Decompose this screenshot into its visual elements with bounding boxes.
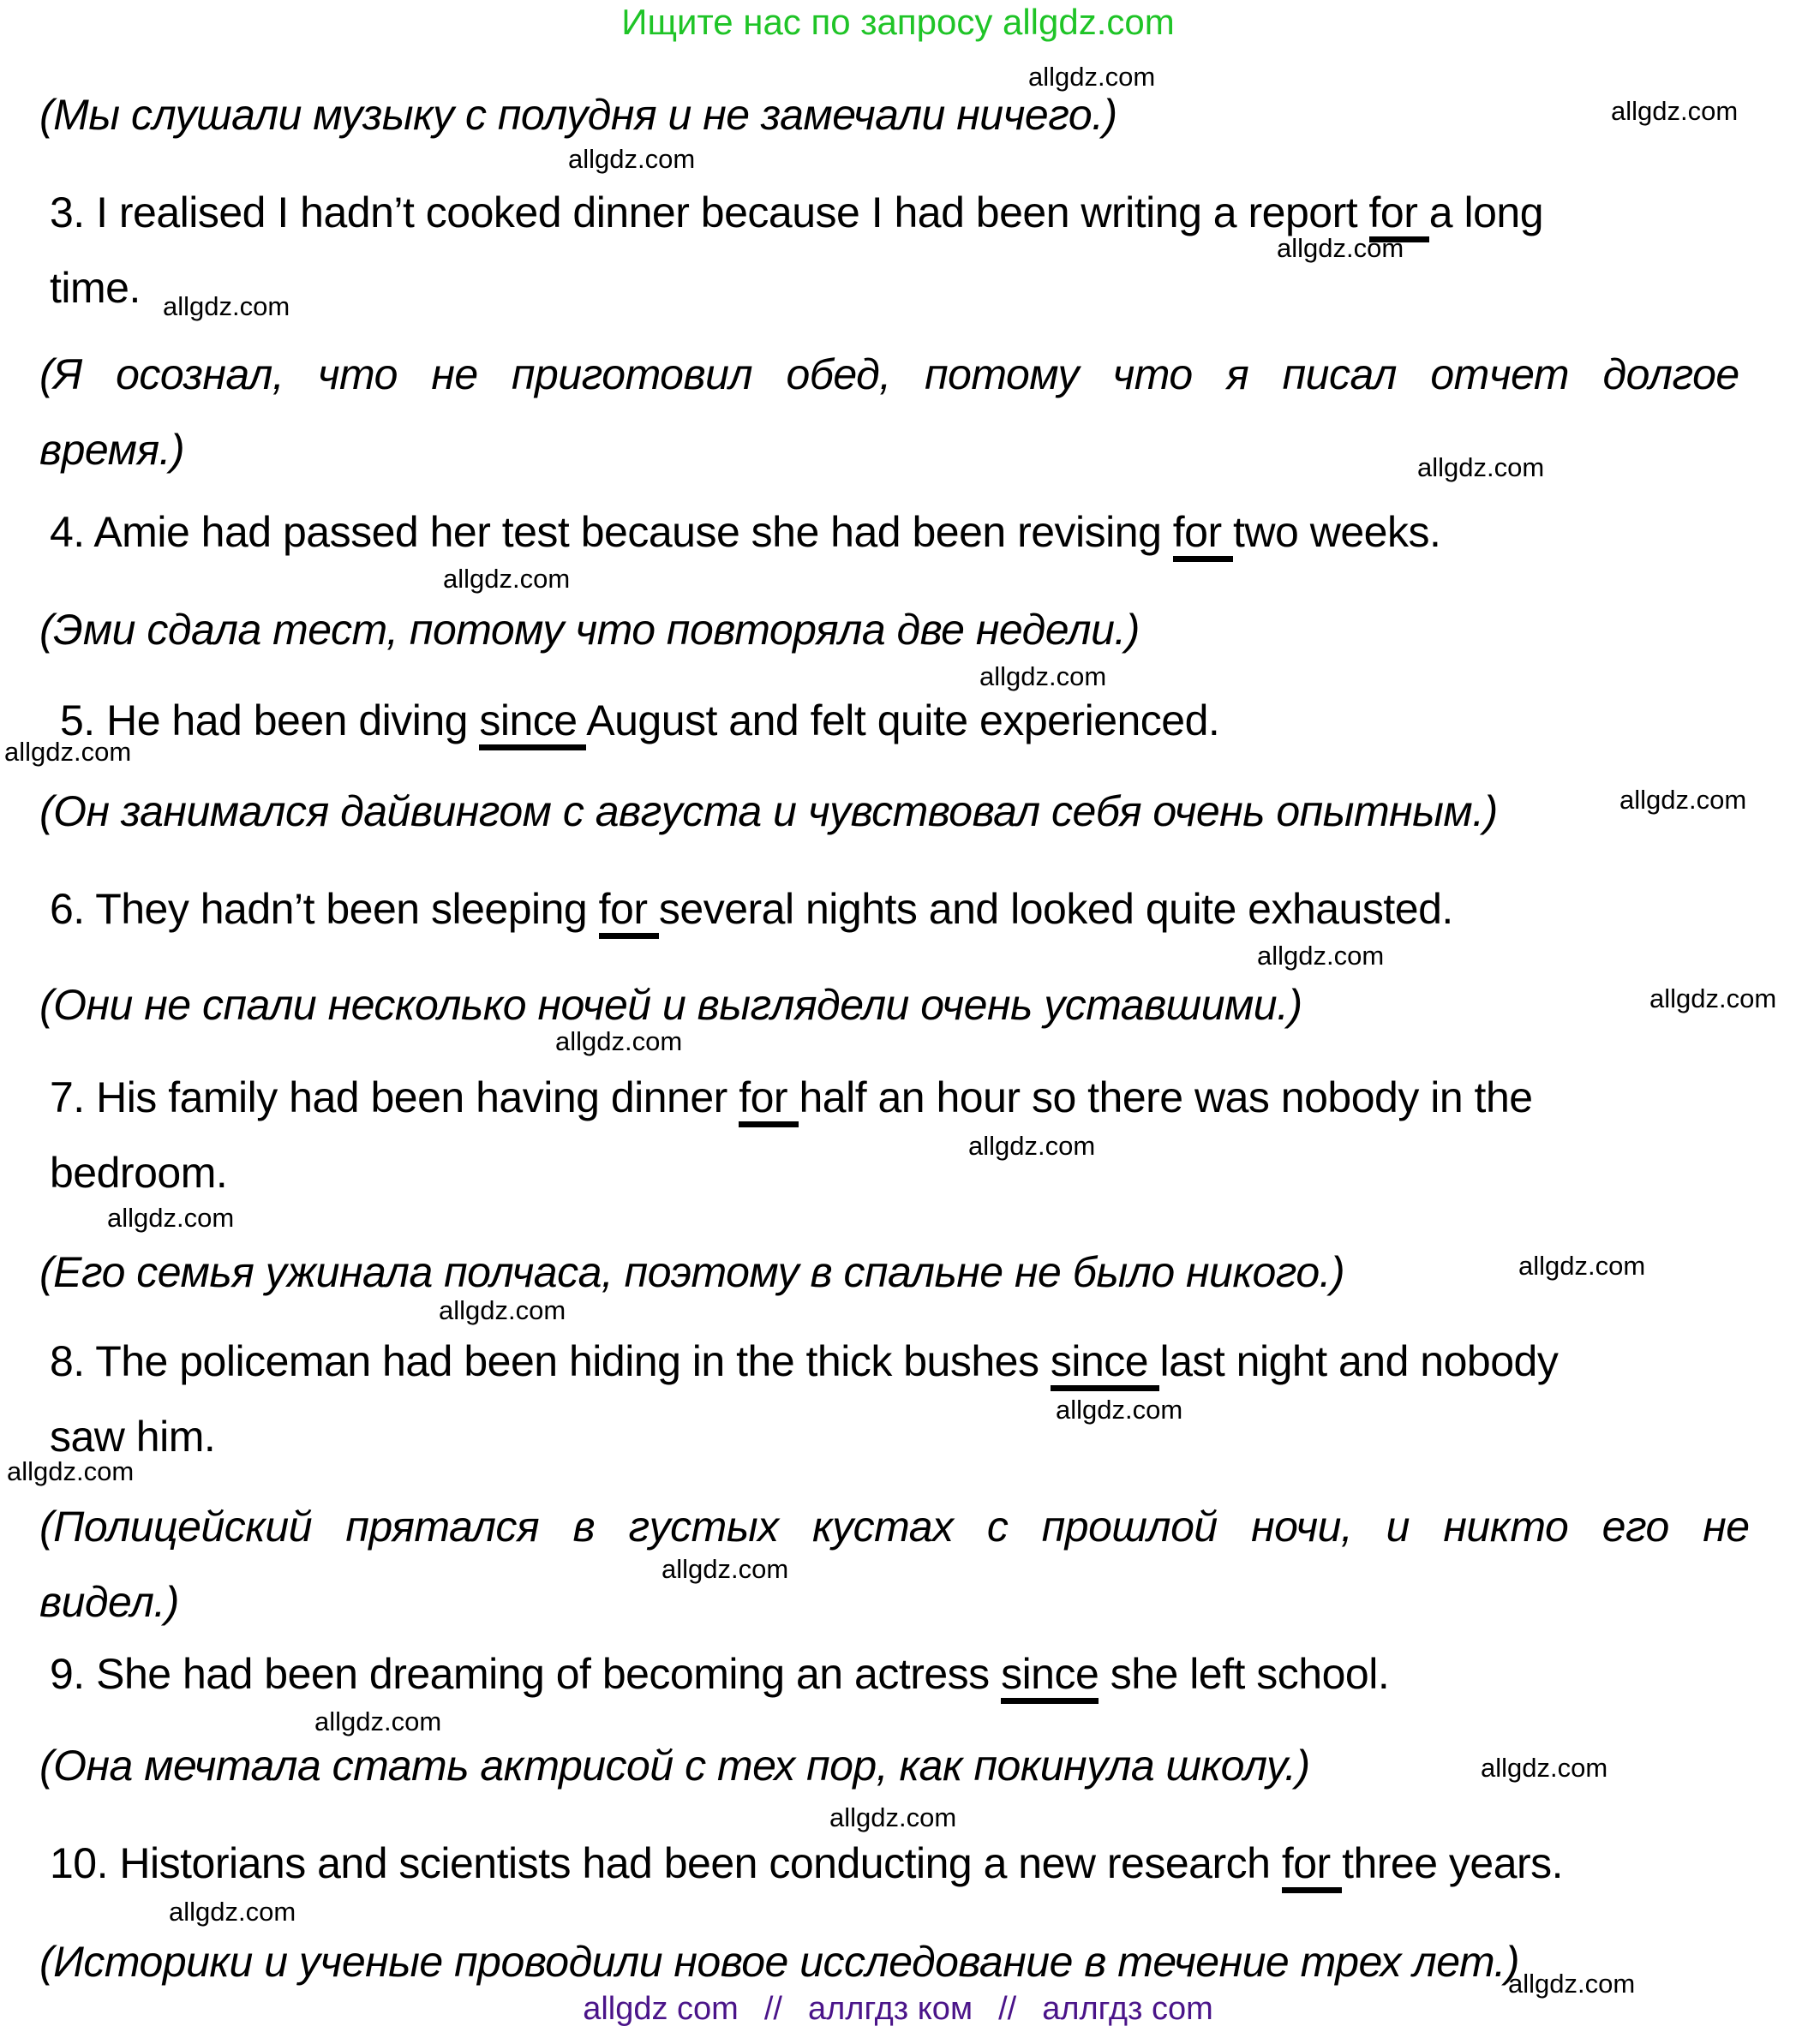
watermark: allgdz.com [1649, 983, 1777, 1013]
watermark: allgdz.com [829, 1802, 957, 1832]
footer-site-name: allgdz com [583, 1991, 739, 2027]
watermark: allgdz.com [568, 144, 696, 174]
sentence-10: 10. Historians and scientists had been conducting a new research for three years. [50, 1826, 1563, 1901]
translation-3: (Я осознал, что не приготовил обед, потому что я писал отчет долгое время.) [39, 350, 1739, 474]
site-search-banner: Ищите нас по запросу allgdz.com [621, 2, 1175, 42]
translation-4: (Эми сдала тест, потому что повторяла две недели.) [39, 606, 1140, 654]
footer-site-name: аллгдз ком [807, 1991, 973, 2027]
watermark: allgdz.com [4, 737, 132, 767]
watermark: allgdz.com [1619, 785, 1747, 815]
watermark: allgdz.com [1277, 233, 1404, 263]
watermark: allgdz.com [163, 291, 290, 321]
footer-separator: // [998, 1991, 1017, 2027]
watermark: allgdz.com [169, 1897, 296, 1927]
watermark: allgdz.com [1518, 1251, 1646, 1281]
sentence-3: 3. I realised I hadn’t cooked dinner because I had been writing a report for a long time. [50, 188, 1543, 312]
translation-9: (Она мечтала стать актрисой с тех пор, как покинула школу.) [39, 1742, 1310, 1790]
footer-site-name: аллгдз com [1042, 1991, 1213, 2027]
translation-5: (Он занимался дайвингом с августа и чувствовал себя очень опытным.) [39, 787, 1498, 835]
underlined-answer: for [1173, 508, 1233, 562]
sentence-8: 8. The policeman had been hiding in the thick bushes since last night and nobody saw him. [50, 1337, 1559, 1461]
watermark: allgdz.com [555, 1026, 683, 1056]
watermark: allgdz.com [443, 564, 571, 594]
watermark: allgdz.com [979, 661, 1107, 691]
sentence-5: 5. He had been diving since August and felt quite experienced. [60, 683, 1219, 758]
watermark: allgdz.com [7, 1456, 135, 1486]
watermark: allgdz.com [1611, 96, 1739, 126]
watermark: allgdz.com [1028, 62, 1156, 92]
underlined-answer: since [1051, 1337, 1160, 1391]
watermark: allgdz.com [1056, 1395, 1183, 1425]
watermark: allgdz.com [107, 1203, 235, 1233]
underlined-answer: for [1282, 1839, 1342, 1893]
watermark: allgdz.com [1417, 452, 1545, 482]
translation-7: (Его семья ужинала полчаса, поэтому в спальне не было никого.) [39, 1248, 1345, 1296]
underlined-answer: for [599, 885, 659, 939]
watermark: allgdz.com [1508, 1969, 1636, 1999]
watermark: allgdz.com [1481, 1753, 1608, 1783]
underlined-answer: for [1369, 188, 1429, 242]
watermark: allgdz.com [662, 1554, 789, 1584]
watermark: allgdz.com [439, 1295, 566, 1325]
underlined-answer: for [739, 1073, 799, 1127]
translation-6: (Они не спали несколько ночей и выглядели очень уставшими.) [39, 981, 1302, 1029]
footer-separator: // [763, 1991, 782, 2027]
sentence-6: 6. They hadn’t been sleeping for several nights and looked quite exhausted. [50, 871, 1453, 947]
footer [0, 1989, 1796, 2029]
underlined-answer: since [479, 696, 586, 750]
watermark: allgdz.com [968, 1131, 1096, 1161]
translation-10: (Историки и ученые проводили новое исследование в течение трех лет.) [39, 1938, 1520, 1986]
watermark: allgdz.com [314, 1706, 442, 1736]
sentence-7: 7. His family had been having dinner for half an hour so there was nobody in the bedroom. [50, 1073, 1533, 1197]
sentence-4: 4. Amie had passed her test because she had been revising for two weeks. [50, 494, 1440, 570]
translation-2: (Мы слушали музыку с полудня и не замечали ничего.) [39, 91, 1117, 139]
sentence-9: 9. She had been dreaming of becoming an actress since she left school. [50, 1636, 1389, 1712]
watermark: allgdz.com [1257, 941, 1385, 971]
translation-8: (Полицейский прятался в густых кустах с прошлой ночи, и никто его не видел.) [39, 1503, 1750, 1626]
underlined-answer: since [1001, 1650, 1099, 1704]
